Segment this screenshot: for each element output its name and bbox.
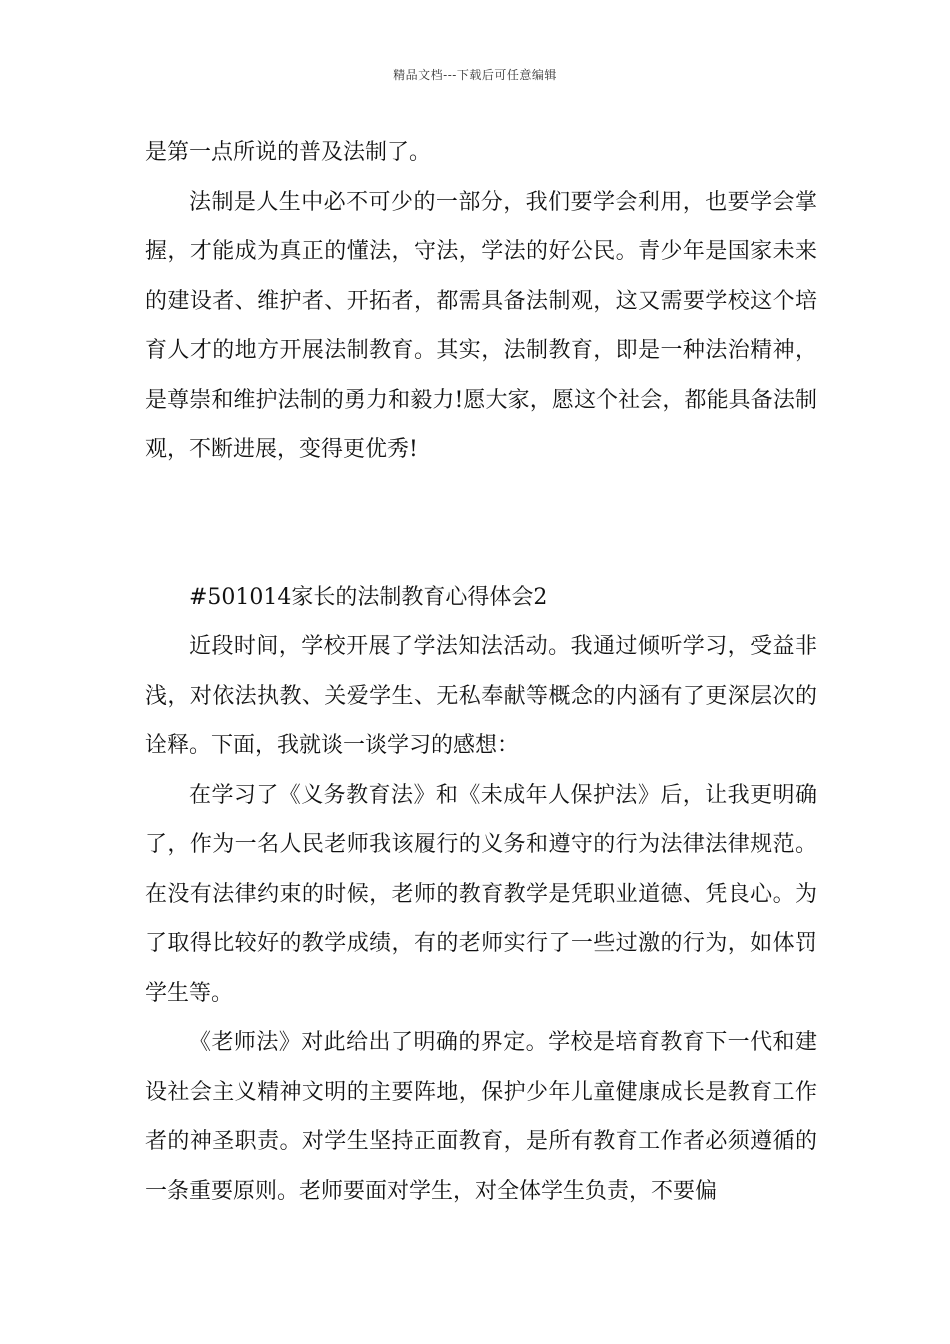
section-heading: #501014家长的法制教育心得体会2 xyxy=(189,584,548,610)
paragraph-law-study: 在学习了《义务教育法》和《未成年人保护法》后，让我更明确了，作为一名人民老师我该履行的义务和遵守的行为法律法律规范。在没有法律约束的时候，老师的教育教学是凭职业道德、凭良心。为了取得比较好的教学成绩，有的老师实行了一些过激的行为，如体罚学生等。 xyxy=(145,782,817,1006)
document-body xyxy=(145,128,817,1216)
paragraph-continuation: 是第一点所说的普及法制了。 xyxy=(145,140,432,165)
paragraph-legal-importance: 法制是人生中必不可少的一部分，我们要学会利用，也要学会掌握，才能成为真正的懂法，守法，学法的好公民。青少年是国家未来的建设者、维护者、开拓者，都需具备法制观，这又需要学校这个培育人才的地方开展法制教育。其实，法制教育，即是一种法治精神，是尊崇和维护法制的勇力和毅力!愿大家，愿这个社会，都能具备法制观，不断进展，变得更优秀! xyxy=(145,189,817,462)
page-header: 精品文档---下载后可任意编辑 xyxy=(393,68,557,82)
paragraph-intro: 近段时间，学校开展了学法知法活动。我通过倾听学习，受益非浅，对依法执教、关爱学生、无私奉献等概念的内涵有了更深层次的诠释。下面，我就谈一谈学习的感想： xyxy=(145,634,817,758)
section-spacer xyxy=(145,475,817,573)
paragraph-teacher-law: 《老师法》对此给出了明确的界定。学校是培育教育下一代和建设社会主义精神文明的主要阵地，保护少年儿童健康成长是教育工作者的神圣职责。对学生坚持正面教育，是所有教育工作者必须遵循的一条重要原则。老师要面对学生，对全体学生负责，不要偏 xyxy=(145,1030,817,1204)
